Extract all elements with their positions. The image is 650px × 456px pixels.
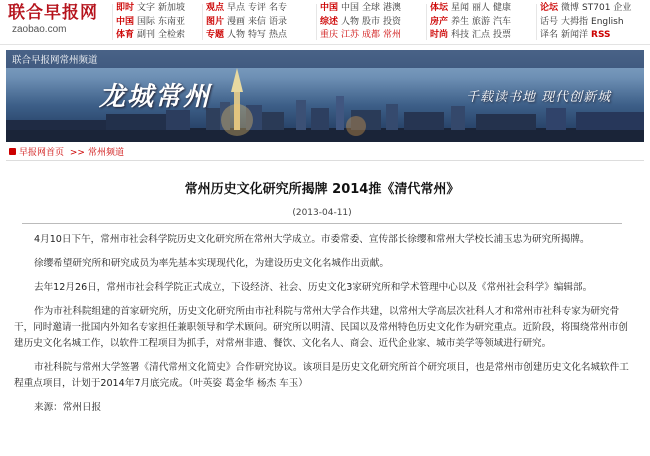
nav-row: [116, 2, 188, 16]
article-source: 来源：常州日报: [34, 402, 102, 413]
nav-link[interactable]: 投票: [493, 30, 512, 40]
nav-row: [320, 29, 404, 43]
home-icon: [9, 148, 16, 155]
nav-link[interactable]: 全球: [362, 3, 381, 13]
nav-group-5: [540, 2, 634, 43]
nav-link[interactable]: 星闻: [451, 3, 470, 13]
nav-link[interactable]: 投资: [383, 16, 402, 27]
article-title: 常州历史文化研究所揭牌 2014推《清代常州》: [184, 182, 460, 197]
nav-link[interactable]: 综述: [320, 16, 339, 27]
nav-link[interactable]: 养生: [451, 16, 470, 27]
nav-row: [430, 16, 514, 30]
nav-row: [540, 29, 634, 43]
nav-link[interactable]: 房产: [430, 16, 449, 27]
breadcrumb-home-link[interactable]: 早报网首页: [19, 148, 65, 158]
nav-link[interactable]: 即时: [116, 3, 135, 13]
article-paragraph: 作为市社科院组建的首家研究所，历史文化研究所由市社科院与常州大学合作共建，以常州大学高层次社科人才和常州市社科专家为研究骨干，同时邀请一批国内外知名专家担任兼职领导和学术顾问。研究所以明清、民国以及常州特色历史文化作为研究重点。近阶段，将围绕常州市创建历史文化名城工作，以软件工程项目为抓手，对常州非遗、餐饮、文化名人、商会、近代企业家、城市美学等领域进行研究。: [14, 306, 628, 349]
nav-link[interactable]: 人物: [341, 16, 360, 27]
article-paragraph: 4月10日下午，常州市社会科学院历史文化研究所在常州大学成立。市委常委、宣传部长徐缨和常州大学校长浦玉忠为研究所揭牌。: [34, 234, 590, 245]
nav-link[interactable]: 中国: [116, 16, 135, 27]
nav-row: [206, 2, 290, 16]
nav-row: [540, 16, 634, 30]
nav-link[interactable]: 国际: [137, 16, 156, 27]
nav-group-3: [320, 2, 404, 43]
nav-link[interactable]: 微博: [561, 3, 580, 13]
nav-row: [320, 16, 404, 30]
nav-link[interactable]: 成都: [362, 30, 381, 40]
breadcrumb: [6, 146, 644, 161]
rss-link[interactable]: RSS: [591, 30, 611, 40]
nav-link[interactable]: 人物: [227, 30, 246, 40]
nav-link[interactable]: 体育: [116, 30, 135, 40]
logo-text: 联合早报网: [8, 3, 98, 23]
nav-link[interactable]: 专评: [248, 3, 267, 13]
nav-link[interactable]: 大拇指: [561, 16, 589, 27]
nav-link[interactable]: 港澳: [383, 3, 402, 13]
nav-row: [540, 2, 634, 16]
article-paragraph: 徐缨希望研究所和研究成员为率先基本实现现代化，为建设历史文化名城作出贡献。: [34, 258, 389, 269]
article-date: (2013-04-11): [292, 208, 352, 218]
nav-row: [116, 16, 188, 30]
nav-row: [206, 16, 290, 30]
nav-divider: [536, 4, 537, 40]
nav-link[interactable]: 热点: [269, 30, 288, 40]
nav-link[interactable]: 体坛: [430, 3, 449, 13]
nav-link[interactable]: 科技: [451, 30, 470, 40]
nav-link[interactable]: 特写: [248, 30, 267, 40]
nav-link[interactable]: 观点: [206, 3, 225, 13]
site-logo[interactable]: [8, 3, 108, 41]
nav-row: [320, 2, 404, 16]
nav-link[interactable]: 图片: [206, 16, 225, 27]
nav-link[interactable]: 新闻洋: [561, 30, 589, 40]
nav-link[interactable]: 常州: [383, 30, 402, 40]
nav-link[interactable]: 汽车: [493, 16, 512, 27]
nav-divider: [202, 4, 203, 40]
nav-link[interactable]: 丽人: [472, 3, 491, 13]
nav-link[interactable]: 股市: [362, 16, 381, 27]
nav-link[interactable]: 中国: [341, 3, 360, 13]
nav-link[interactable]: 专题: [206, 30, 225, 40]
breadcrumb-channel-link[interactable]: 常州频道: [87, 148, 124, 158]
banner-site-name: 联合早报网常州频道: [12, 55, 98, 66]
nav-divider: [316, 4, 317, 40]
nav-group-4: [430, 2, 514, 43]
nav-group-2: [206, 2, 290, 43]
nav-link[interactable]: 早点: [227, 3, 246, 13]
nav-link[interactable]: 东南亚: [158, 16, 186, 27]
top-navigation-bar: [0, 0, 650, 45]
banner-slogan: 千载读书地 现代创新城: [466, 90, 612, 105]
nav-row: [206, 29, 290, 43]
nav-link[interactable]: 来信: [248, 16, 267, 27]
title-divider: [22, 223, 622, 224]
nav-link[interactable]: 重庆: [320, 30, 339, 40]
article: [0, 178, 650, 416]
channel-banner: [6, 50, 644, 142]
nav-group-1: [116, 2, 188, 43]
nav-link[interactable]: 健康: [493, 3, 512, 13]
logo-domain: zaobao.com: [12, 24, 67, 35]
nav-link[interactable]: ST701: [582, 3, 611, 13]
nav-link[interactable]: 漫画: [227, 16, 246, 27]
article-paragraph: 市社科院与常州大学签署《清代常州文化简史》合作研究协议。该项目是历史文化研究所首个研究项目，也是常州市创建历史文化名城软件工程重点项目，计划于2014年7月底完成。（叶英姿 葛金华 杨杰 车玉）: [14, 362, 629, 389]
nav-divider: [426, 4, 427, 40]
article-paragraph: 去年12月26日，常州市社会科学院正式成立，下设经济、社会、历史文化3家研究所和学术管理中心以及《常州社会科学》编辑部。: [34, 282, 593, 293]
nav-link[interactable]: 时尚: [430, 30, 449, 40]
nav-link[interactable]: 语录: [269, 16, 288, 27]
nav-row: [430, 2, 514, 16]
nav-link[interactable]: 全检索: [158, 30, 186, 40]
nav-link[interactable]: English: [591, 16, 624, 27]
nav-link[interactable]: 副刊: [137, 30, 156, 40]
nav-link[interactable]: 新加坡: [158, 3, 186, 13]
nav-link[interactable]: 名专: [269, 3, 288, 13]
nav-link[interactable]: 文字: [137, 3, 156, 13]
nav-divider: [112, 4, 113, 40]
nav-link[interactable]: 旅游: [472, 16, 491, 27]
nav-link[interactable]: 汇点: [472, 30, 491, 40]
banner-title: 龙城常州: [99, 82, 212, 112]
nav-link[interactable]: 论坛: [540, 3, 559, 13]
nav-link[interactable]: 江苏: [341, 30, 360, 40]
nav-link[interactable]: 话号: [540, 16, 559, 27]
nav-link[interactable]: 企业: [613, 3, 632, 13]
nav-link[interactable]: 译名: [540, 30, 559, 40]
nav-row: [430, 29, 514, 43]
breadcrumb-separator: >>: [69, 148, 85, 158]
nav-row: [116, 29, 188, 43]
nav-link[interactable]: 中国: [320, 3, 339, 13]
